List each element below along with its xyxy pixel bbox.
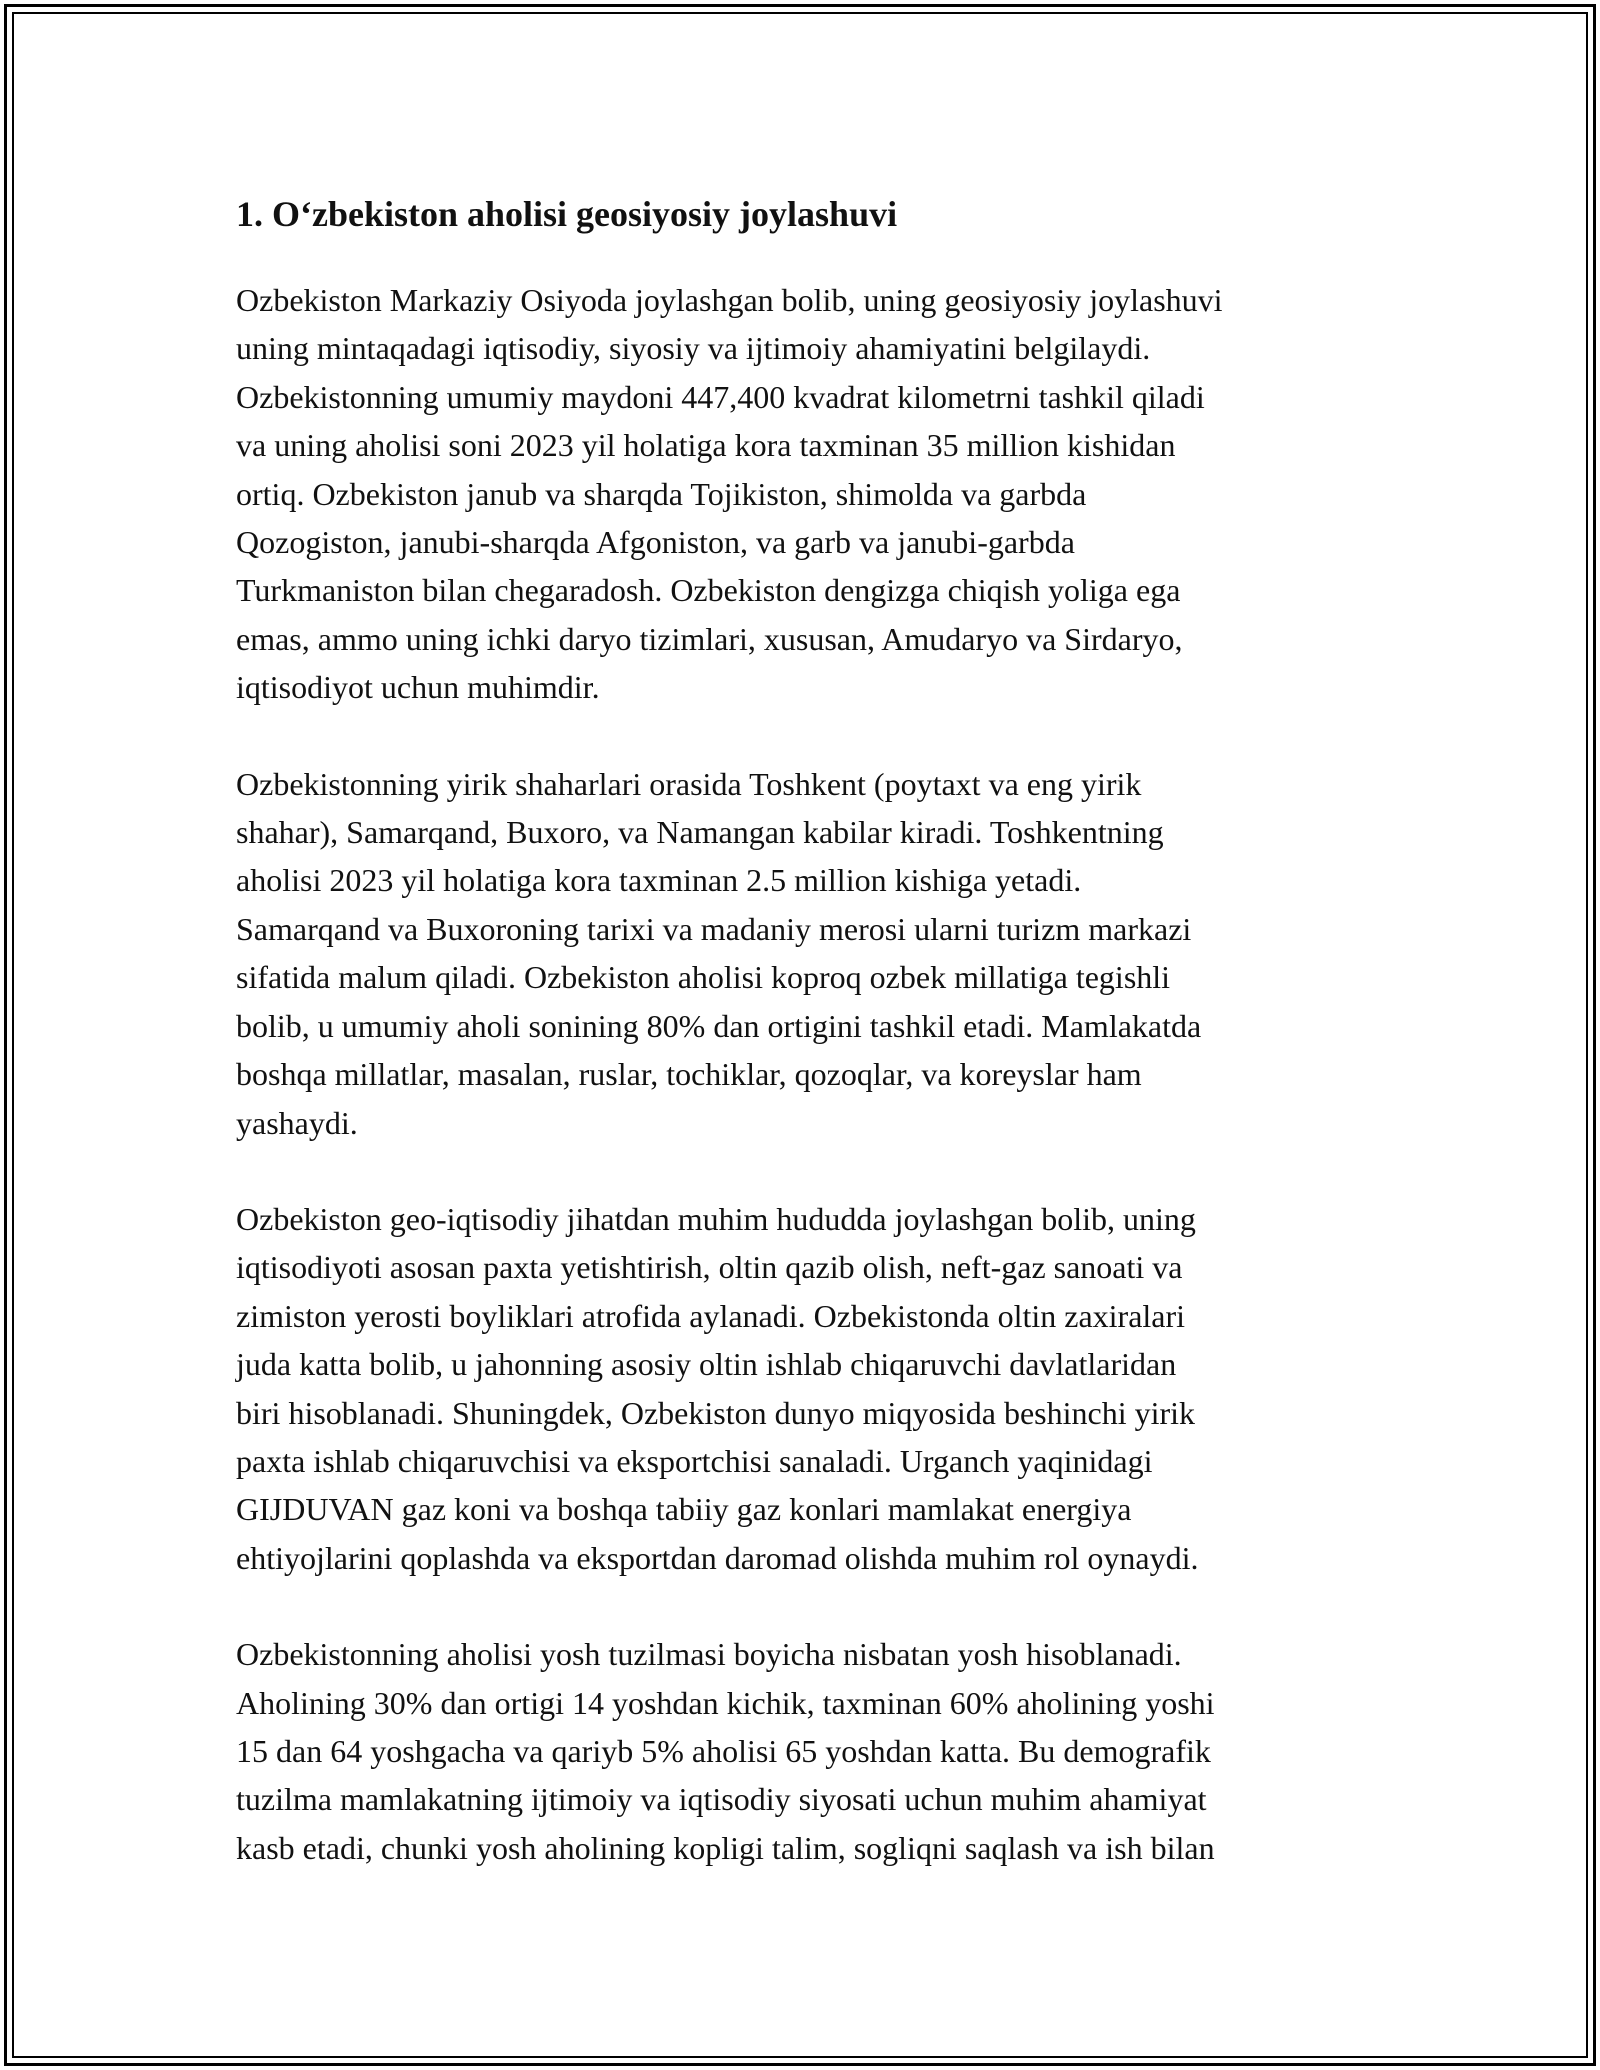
text-line: tuzilma mamlakatning ijtimoiy va iqtisodiy siyosati uchun muhim ahamiyat (236, 1781, 1207, 1818)
text-line: ehtiyojlarini qoplashda va eksportdan daromad olishda muhim rol oynaydi. (236, 1539, 1199, 1576)
text-line: Ozbekiston geo-iqtisodiy jihatdan muhim hududda joylashgan bolib, uning (236, 1200, 1196, 1237)
text-line: boshqa millatlar, masalan, ruslar, tochiklar, qozoqlar, va koreyslar ham (236, 1056, 1142, 1093)
text-line: aholisi 2023 yil holatiga kora taxminan 2.5 million kishiga yetadi. (236, 862, 1082, 899)
text-line: 15 dan 64 yoshgacha va qariyb 5% aholisi 65 yoshdan katta. Bu demografik (236, 1732, 1211, 1769)
text-line: Ozbekiston Markaziy Osiyoda joylashgan bolib, uning geosiyosiy joylashuvi (236, 282, 1223, 318)
text-line: kasb etadi, chunki yosh aholining kopligi talim, sogliqni saqlash va ish bilan (236, 1829, 1215, 1866)
text-line: Aholining 30% dan ortigi 14 yoshdan kichik, taxminan 60% aholining yoshi (236, 1684, 1215, 1721)
paragraph-major-cities (236, 760, 1376, 1147)
text-line: Turkmaniston bilan chegaradosh. Ozbekiston dengizga chiqish yoliga ega (236, 572, 1181, 609)
text-line: Ozbekistonning aholisi yosh tuzilmasi boyicha nisbatan yosh hisoblanadi. (236, 1636, 1182, 1673)
text-line: sifatida malum qiladi. Ozbekiston aholisi koproq ozbek millatiga tegishli (236, 959, 1171, 996)
text-line: biri hisoblanadi. Shuningdek, Ozbekiston dunyo miqyosida beshinchi yirik (236, 1394, 1196, 1431)
text-line: bolib, u umumiy aholi sonining 80% dan ortigini tashkil etadi. Mamlakatda (236, 1007, 1202, 1044)
text-line: uning mintaqadagi iqtisodiy, siyosiy va ijtimoiy ahamiyatini belgilaydi. (236, 330, 1151, 367)
paragraph-geopolitical-location (236, 276, 1376, 712)
text-line: ortiq. Ozbekiston janub va sharqda Tojikiston, shimolda va garbda (236, 475, 1087, 512)
paragraph-geo-economics (236, 1195, 1376, 1582)
text-line: GIJDUVAN gaz koni va boshqa tabiiy gaz konlari mamlakat energiya (236, 1491, 1132, 1528)
paragraph-age-structure (236, 1630, 1376, 1872)
text-line: paxta ishlab chiqaruvchisi va eksportchisi sanaladi. Urganch yaqinidagi (236, 1442, 1153, 1479)
section-heading: 1. O‘zbekiston aholisi geosiyosiy joylashuvi (236, 194, 898, 234)
document-body (236, 186, 1376, 1920)
text-line: Ozbekistonning yirik shaharlari orasida Toshkent (poytaxt va eng yirik (236, 765, 1142, 802)
text-line: Qozogiston, janubi-sharqda Afgoniston, va garb va janubi-garbda (236, 524, 1075, 561)
text-line: iqtisodiyoti asosan paxta yetishtirish, oltin qazib olish, neft-gaz sanoati va (236, 1249, 1183, 1286)
text-line: iqtisodiyot uchun muhimdir. (236, 669, 600, 706)
text-line: juda katta bolib, u jahonning asosiy oltin ishlab chiqaruvchi davlatlaridan (236, 1346, 1177, 1383)
text-line: zimiston yerosti boyliklari atrofida aylanadi. Ozbekistonda oltin zaxiralari (236, 1297, 1186, 1334)
text-line: yashaydi. (236, 1104, 358, 1141)
text-line: Samarqand va Buxoroning tarixi va madaniy merosi ularni turizm markazi (236, 910, 1192, 947)
text-line: va uning aholisi soni 2023 yil holatiga kora taxminan 35 million kishidan (236, 427, 1176, 464)
text-line: emas, ammo uning ichki daryo tizimlari, xususan, Amudaryo va Sirdaryo, (236, 620, 1183, 657)
text-line: Ozbekistonning umumiy maydoni 447,400 kvadrat kilometrni tashkil qiladi (236, 378, 1205, 415)
text-line: shahar), Samarqand, Buxoro, va Namangan kabilar kiradi. Toshkentning (236, 814, 1164, 851)
